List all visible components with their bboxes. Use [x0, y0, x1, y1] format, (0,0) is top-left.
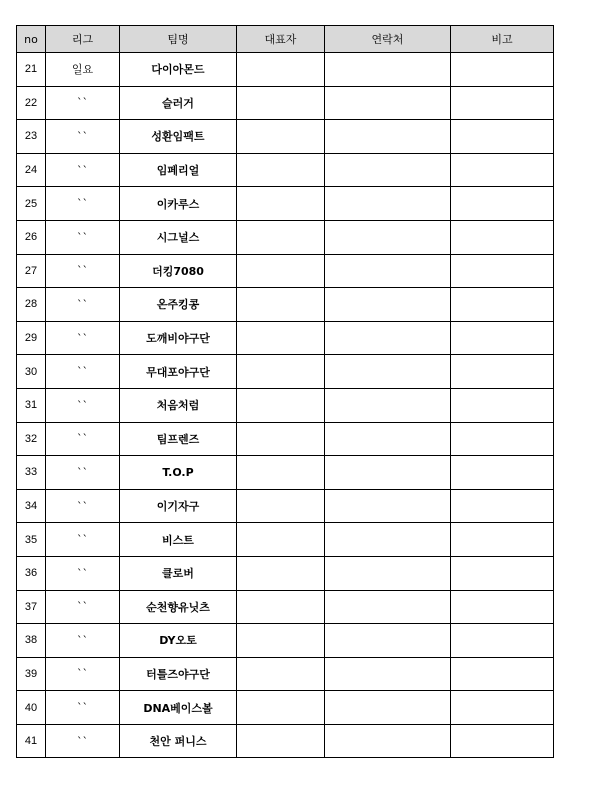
table-row — [17, 489, 554, 523]
table-row — [17, 53, 554, 87]
cell-representative — [237, 523, 325, 557]
cell-note — [451, 489, 554, 523]
cell-representative — [237, 53, 325, 87]
cell-team-name: 팀프렌즈 — [120, 422, 237, 456]
cell-representative — [237, 321, 325, 355]
cell-contact — [325, 388, 451, 422]
cell-no: 31 — [17, 388, 46, 422]
cell-representative — [237, 657, 325, 691]
cell-league: `` — [46, 187, 120, 221]
cell-representative — [237, 153, 325, 187]
cell-no: 21 — [17, 53, 46, 87]
cell-no: 33 — [17, 456, 46, 490]
cell-no: 24 — [17, 153, 46, 187]
cell-league: `` — [46, 624, 120, 658]
table-row — [17, 153, 554, 187]
cell-contact — [325, 724, 451, 758]
cell-no: 25 — [17, 187, 46, 221]
cell-league: `` — [46, 657, 120, 691]
cell-contact — [325, 288, 451, 322]
cell-note — [451, 288, 554, 322]
cell-no: 22 — [17, 86, 46, 120]
cell-team-name: 클로버 — [120, 556, 237, 590]
cell-league: `` — [46, 590, 120, 624]
header-league: 리그 — [46, 26, 120, 53]
cell-representative — [237, 556, 325, 590]
cell-league: `` — [46, 388, 120, 422]
cell-team-name: 슬러거 — [120, 86, 237, 120]
table-row — [17, 456, 554, 490]
cell-contact — [325, 120, 451, 154]
cell-no: 29 — [17, 321, 46, 355]
cell-team-name: 온주킹콩 — [120, 288, 237, 322]
cell-contact — [325, 153, 451, 187]
cell-contact — [325, 624, 451, 658]
cell-note — [451, 590, 554, 624]
cell-no: 27 — [17, 254, 46, 288]
table-row — [17, 724, 554, 758]
cell-contact — [325, 691, 451, 725]
table-row — [17, 523, 554, 557]
cell-note — [451, 556, 554, 590]
cell-representative — [237, 422, 325, 456]
cell-team-name: 다이아몬드 — [120, 53, 237, 87]
cell-no: 40 — [17, 691, 46, 725]
cell-league: `` — [46, 523, 120, 557]
cell-team-name: 비스트 — [120, 523, 237, 557]
cell-representative — [237, 120, 325, 154]
cell-league: `` — [46, 321, 120, 355]
table-row — [17, 624, 554, 658]
table-row — [17, 590, 554, 624]
cell-league: 일요 — [46, 53, 120, 87]
cell-league: `` — [46, 422, 120, 456]
cell-team-name: T.O.P — [120, 456, 237, 490]
table-row — [17, 321, 554, 355]
cell-note — [451, 355, 554, 389]
cell-contact — [325, 556, 451, 590]
cell-team-name: 성환임팩트 — [120, 120, 237, 154]
cell-representative — [237, 456, 325, 490]
cell-team-name: 임페리얼 — [120, 153, 237, 187]
cell-representative — [237, 691, 325, 725]
cell-note — [451, 388, 554, 422]
cell-no: 35 — [17, 523, 46, 557]
cell-representative — [237, 489, 325, 523]
table-row — [17, 86, 554, 120]
cell-league: `` — [46, 254, 120, 288]
table-row — [17, 187, 554, 221]
cell-note — [451, 86, 554, 120]
cell-contact — [325, 489, 451, 523]
cell-team-name: 더킹7080 — [120, 254, 237, 288]
cell-league: `` — [46, 489, 120, 523]
cell-note — [451, 657, 554, 691]
cell-league: `` — [46, 288, 120, 322]
cell-note — [451, 220, 554, 254]
table-row — [17, 355, 554, 389]
cell-team-name: 무대포야구단 — [120, 355, 237, 389]
cell-no: 41 — [17, 724, 46, 758]
table-row — [17, 657, 554, 691]
cell-no: 23 — [17, 120, 46, 154]
header-representative: 대표자 — [237, 26, 325, 53]
cell-contact — [325, 86, 451, 120]
cell-league: `` — [46, 724, 120, 758]
table-row — [17, 556, 554, 590]
cell-note — [451, 53, 554, 87]
cell-representative — [237, 724, 325, 758]
cell-no: 36 — [17, 556, 46, 590]
cell-note — [451, 691, 554, 725]
cell-note — [451, 153, 554, 187]
cell-no: 38 — [17, 624, 46, 658]
cell-note — [451, 456, 554, 490]
cell-representative — [237, 355, 325, 389]
cell-contact — [325, 254, 451, 288]
header-row — [17, 26, 554, 53]
cell-league: `` — [46, 86, 120, 120]
cell-contact — [325, 187, 451, 221]
cell-representative — [237, 590, 325, 624]
cell-contact — [325, 456, 451, 490]
header-contact: 연락처 — [325, 26, 451, 53]
cell-representative — [237, 86, 325, 120]
header-team: 팀명 — [120, 26, 237, 53]
cell-contact — [325, 422, 451, 456]
cell-note — [451, 523, 554, 557]
cell-no: 32 — [17, 422, 46, 456]
cell-contact — [325, 220, 451, 254]
cell-team-name: 이기자구 — [120, 489, 237, 523]
cell-representative — [237, 288, 325, 322]
cell-team-name: DNA베이스볼 — [120, 691, 237, 725]
table-row — [17, 120, 554, 154]
table-row — [17, 388, 554, 422]
cell-team-name: 도깨비야구단 — [120, 321, 237, 355]
cell-contact — [325, 657, 451, 691]
table-row — [17, 220, 554, 254]
cell-representative — [237, 187, 325, 221]
cell-note — [451, 254, 554, 288]
cell-representative — [237, 388, 325, 422]
cell-representative — [237, 254, 325, 288]
cell-note — [451, 187, 554, 221]
cell-team-name: 처음처럼 — [120, 388, 237, 422]
cell-league: `` — [46, 153, 120, 187]
cell-contact — [325, 321, 451, 355]
cell-team-name: 터틀즈야구단 — [120, 657, 237, 691]
cell-no: 30 — [17, 355, 46, 389]
roster-sheet — [16, 25, 554, 758]
cell-no: 39 — [17, 657, 46, 691]
cell-league: `` — [46, 355, 120, 389]
cell-no: 28 — [17, 288, 46, 322]
cell-league: `` — [46, 691, 120, 725]
cell-no: 37 — [17, 590, 46, 624]
cell-representative — [237, 220, 325, 254]
cell-note — [451, 624, 554, 658]
cell-team-name: 이카루스 — [120, 187, 237, 221]
cell-no: 26 — [17, 220, 46, 254]
header-note: 비고 — [451, 26, 554, 53]
cell-team-name: DY오토 — [120, 624, 237, 658]
cell-contact — [325, 355, 451, 389]
cell-league: `` — [46, 556, 120, 590]
cell-contact — [325, 523, 451, 557]
cell-note — [451, 422, 554, 456]
cell-team-name: 천안 퍼니스 — [120, 724, 237, 758]
cell-contact — [325, 53, 451, 87]
cell-league: `` — [46, 456, 120, 490]
roster-body — [17, 53, 554, 758]
cell-note — [451, 120, 554, 154]
cell-contact — [325, 590, 451, 624]
cell-no: 34 — [17, 489, 46, 523]
cell-team-name: 순천향유닛츠 — [120, 590, 237, 624]
team-roster-table — [16, 25, 554, 758]
table-row — [17, 288, 554, 322]
cell-league: `` — [46, 120, 120, 154]
table-row — [17, 254, 554, 288]
cell-representative — [237, 624, 325, 658]
cell-team-name: 시그널스 — [120, 220, 237, 254]
cell-note — [451, 724, 554, 758]
table-row — [17, 422, 554, 456]
cell-league: `` — [46, 220, 120, 254]
table-row — [17, 691, 554, 725]
cell-note — [451, 321, 554, 355]
header-no: no — [17, 26, 46, 53]
